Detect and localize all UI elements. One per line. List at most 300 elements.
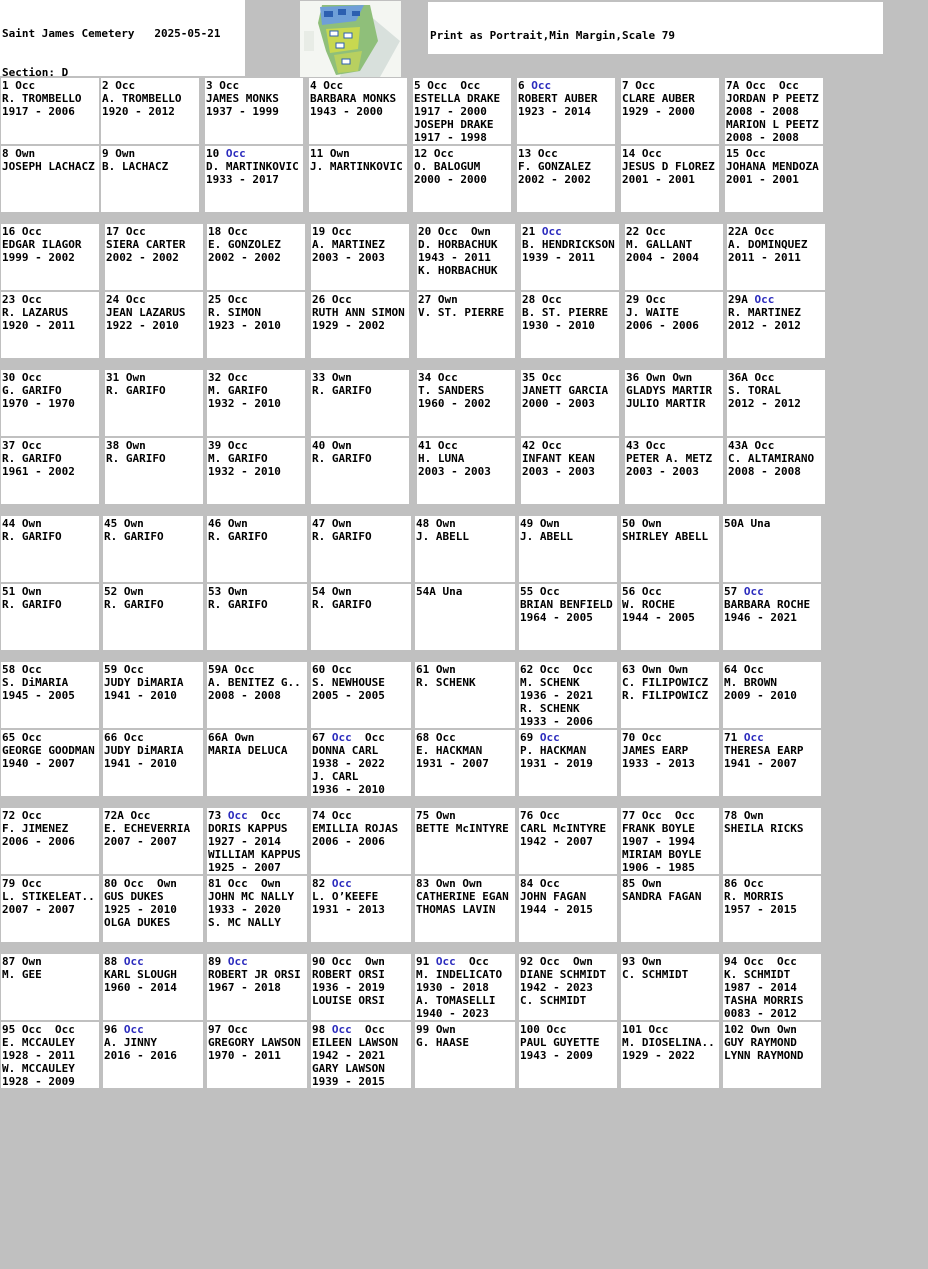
- plot-header: [414, 79, 510, 92]
- plot-status-text: 63 Own Own: [622, 663, 689, 676]
- plot-dates: 1933 - 2006: [520, 715, 593, 728]
- plot-dates: 2016 - 2016: [104, 1049, 177, 1062]
- plot-header: [312, 517, 410, 530]
- plot-status-text: 9 Own: [102, 147, 136, 160]
- plot-status-text: 5 Occ Occ: [414, 79, 481, 92]
- plot-name: DIANE SCHMIDT: [520, 968, 607, 981]
- plot-status-text: 43 Occ: [626, 439, 666, 452]
- plot-name: THERESA EARP: [724, 744, 804, 757]
- plot-header: [208, 1023, 306, 1036]
- plot-status-text: 41 Occ: [418, 439, 458, 452]
- plot-name: EILEEN LAWSON: [312, 1036, 399, 1049]
- plot-header: [418, 293, 514, 306]
- plot-header: [724, 731, 820, 744]
- plot-cell-33: [311, 370, 409, 436]
- plot-header: [416, 877, 514, 890]
- plot-name: DONNA CARL: [312, 744, 379, 757]
- obituary-link[interactable]: Occ: [331, 1023, 352, 1036]
- plot-dates: 1943 - 2000: [310, 105, 383, 118]
- plot-status-text: 10: [206, 147, 226, 160]
- plot-cell-80: [103, 876, 203, 942]
- plot-cell-76: [519, 808, 617, 874]
- plot-name: E. MCCAULEY: [2, 1036, 75, 1049]
- plot-header: [312, 1023, 410, 1036]
- plot-cell-23: [1, 292, 99, 358]
- plot-status-text: 36 Own Own: [626, 371, 693, 384]
- plot-header: [724, 1023, 820, 1036]
- plot-dates: 2002 - 2002: [106, 251, 179, 264]
- plot-header: [622, 663, 718, 676]
- plot-header: [2, 955, 98, 968]
- plot-status-text: 61 Own: [416, 663, 456, 676]
- plot-name: R. GARIFO: [106, 384, 166, 397]
- obituary-link[interactable]: Occ: [225, 147, 246, 160]
- plot-cell-91: [415, 954, 515, 1020]
- plot-status-text: 88: [104, 955, 124, 968]
- plot-status-text: 90 Occ Own: [312, 955, 385, 968]
- plot-dates: 1941 - 2010: [104, 757, 177, 770]
- plot-name: GARY LAWSON: [312, 1062, 385, 1075]
- plot-header: [2, 439, 98, 452]
- plot-dates: 1967 - 2018: [208, 981, 281, 994]
- plot-status-text: 3 Occ: [206, 79, 240, 92]
- plot-dates: 1925 - 2010: [104, 903, 177, 916]
- plot-header: [520, 663, 616, 676]
- plot-header: [728, 293, 824, 306]
- plot-status-text: 56 Occ: [622, 585, 662, 598]
- plot-status-text: 87 Own: [2, 955, 42, 968]
- plot-name: R. GARIFO: [106, 452, 166, 465]
- plot-header: [728, 225, 824, 238]
- plot-cell-35: [521, 370, 619, 436]
- plot-status-text: 8 Own: [2, 147, 36, 160]
- plot-name: DORIS KAPPUS: [208, 822, 288, 835]
- plot-name: R. GARIFO: [312, 452, 372, 465]
- plot-name: S. TORAL: [728, 384, 781, 397]
- obituary-link[interactable]: Occ: [227, 809, 248, 822]
- plot-dates: 2012 - 2012: [728, 319, 801, 332]
- plot-cell-72a: [103, 808, 203, 874]
- plot-status-text: 24 Occ: [106, 293, 146, 306]
- plot-name: JAMES MONKS: [206, 92, 279, 105]
- plot-cell-37: [1, 438, 99, 504]
- plot-name: ROBERT AUBER: [518, 92, 598, 105]
- plot-header: [622, 1023, 718, 1036]
- plot-cell-99: [415, 1022, 515, 1088]
- plot-header: [2, 877, 98, 890]
- plot-status-text: 80 Occ Own: [104, 877, 177, 890]
- plot-name: TASHA MORRIS: [724, 994, 804, 1007]
- plot-name: THOMAS LAVIN: [416, 903, 496, 916]
- plot-header: [622, 517, 718, 530]
- plot-status-text: 62 Occ Occ: [520, 663, 593, 676]
- plot-name: BRIAN BENFIELD: [520, 598, 613, 611]
- plot-header: [622, 877, 718, 890]
- plot-header: [626, 439, 722, 452]
- plot-cell-17: [105, 224, 203, 290]
- plot-name: R. GARIFO: [312, 598, 372, 611]
- plot-status-text: 18 Occ: [208, 225, 248, 238]
- obituary-link[interactable]: Occ: [331, 877, 352, 890]
- plot-header: [104, 517, 202, 530]
- plot-cell-4: [309, 78, 407, 144]
- plot-cell-66a: [207, 730, 307, 796]
- plot-status-text: 6: [518, 79, 532, 92]
- plot-cell-53: [207, 584, 307, 650]
- plot-header: [622, 731, 718, 744]
- plot-name: R. SCHENK: [416, 676, 476, 689]
- plot-header: [208, 877, 306, 890]
- plot-cell-66: [103, 730, 203, 796]
- plot-cell-55: [519, 584, 617, 650]
- plot-dates: 2000 - 2000: [414, 173, 487, 186]
- plot-header: [416, 731, 514, 744]
- plot-status-text: 29A: [728, 293, 755, 306]
- plot-name: A. DOMINQUEZ: [728, 238, 808, 251]
- plot-cell-34: [417, 370, 515, 436]
- plot-header: [2, 1023, 98, 1036]
- plot-cell-77: [621, 808, 719, 874]
- plot-header: [724, 517, 820, 530]
- obituary-link[interactable]: Occ: [331, 731, 352, 744]
- plot-cell-8: [1, 146, 99, 212]
- plot-name: GREGORY LAWSON: [208, 1036, 301, 1049]
- plot-dates: 1936 - 2019: [312, 981, 385, 994]
- plot-cell-10: [205, 146, 303, 212]
- plot-header: [622, 809, 718, 822]
- plot-header: [104, 663, 202, 676]
- obituary-link[interactable]: Occ: [743, 585, 764, 598]
- plot-header: [520, 955, 616, 968]
- obituary-link[interactable]: Occ: [743, 731, 764, 744]
- plot-status-text: 11 Own: [310, 147, 350, 160]
- plot-dates: 2005 - 2005: [312, 689, 385, 702]
- plot-status-text: 72 Occ: [2, 809, 42, 822]
- plot-dates: 2002 - 2002: [518, 173, 591, 186]
- obituary-link[interactable]: Occ: [123, 1023, 144, 1036]
- plot-name: K. HORBACHUK: [418, 264, 498, 277]
- obituary-link[interactable]: Occ: [541, 225, 562, 238]
- plot-status-text: 98: [312, 1023, 332, 1036]
- plot-status-text: 44 Own: [2, 517, 42, 530]
- plot-status-text: 92 Occ Own: [520, 955, 593, 968]
- plot-status-text: 36A Occ: [728, 371, 775, 384]
- plot-header: [522, 225, 618, 238]
- plot-name: S. MC NALLY: [208, 916, 281, 929]
- plot-status-text: 86 Occ: [724, 877, 764, 890]
- plot-name: JAMES EARP: [622, 744, 689, 757]
- plot-cell-36a: [727, 370, 825, 436]
- plot-status-text: 99 Own: [416, 1023, 456, 1036]
- plot-name: G. GARIFO: [2, 384, 62, 397]
- plot-name: OLGA DUKES: [104, 916, 171, 929]
- plot-header: [522, 293, 618, 306]
- plot-name: RUTH ANN SIMON: [312, 306, 405, 319]
- plot-cell-14: [621, 146, 719, 212]
- plot-cell-50a: [723, 516, 821, 582]
- print-notes-panel: [428, 2, 883, 54]
- plot-status-text: 54 Own: [312, 585, 352, 598]
- plot-dates: 1943 - 2009: [520, 1049, 593, 1062]
- plot-cell-59: [103, 662, 203, 728]
- obituary-link[interactable]: Occ: [539, 731, 560, 744]
- plot-cell-32: [207, 370, 305, 436]
- plot-cell-63: [621, 662, 719, 728]
- plot-status-text: 65 Occ: [2, 731, 42, 744]
- plot-status-text: 85 Own: [622, 877, 662, 890]
- plot-name: GUY RAYMOND: [724, 1036, 797, 1049]
- plot-name: EMILLIA ROJAS: [312, 822, 399, 835]
- plot-status-text: 53 Own: [208, 585, 248, 598]
- plot-status-text: 82: [312, 877, 332, 890]
- plot-status-text: 7A Occ Occ: [726, 79, 799, 92]
- plot-status-text: 59A Occ: [208, 663, 255, 676]
- plot-name: K. SCHMIDT: [724, 968, 791, 981]
- plot-status-text: 47 Own: [312, 517, 352, 530]
- plot-cell-79: [1, 876, 99, 942]
- plot-cell-44: [1, 516, 99, 582]
- plot-header: [724, 955, 820, 968]
- plot-dates: 1930 - 2010: [522, 319, 595, 332]
- plot-status-text: 25 Occ: [208, 293, 248, 306]
- plot-header: [104, 585, 202, 598]
- plot-dates: 2006 - 2006: [626, 319, 699, 332]
- plot-cell-40: [311, 438, 409, 504]
- plot-status-text: 2 Occ: [102, 79, 136, 92]
- plot-dates: 1943 - 2011: [418, 251, 491, 264]
- plot-header: [104, 955, 202, 968]
- plot-name: E. HACKMAN: [416, 744, 483, 757]
- plot-dates: 1917 - 1998: [414, 131, 487, 144]
- plot-status-text: 4 Occ: [310, 79, 344, 92]
- plot-status-text: 83 Own Own: [416, 877, 483, 890]
- plot-header: [102, 79, 198, 92]
- plot-cell-65: [1, 730, 99, 796]
- plot-name: R. GARIFO: [312, 530, 372, 543]
- plot-status-text: 77 Occ Occ: [622, 809, 695, 822]
- plot-name: KARL SLOUGH: [104, 968, 177, 981]
- plot-name: J. WAITE: [626, 306, 679, 319]
- plot-name: A. JINNY: [104, 1036, 157, 1049]
- obituary-link[interactable]: Occ: [123, 955, 144, 968]
- plot-header: [626, 371, 722, 384]
- plot-name: B. LACHACZ: [102, 160, 169, 173]
- plot-status-text: 48 Own: [416, 517, 456, 530]
- plot-cell-7: [621, 78, 719, 144]
- plot-dates: 2008 - 2008: [208, 689, 281, 702]
- plot-name: V. ST. PIERRE: [418, 306, 505, 319]
- plot-dates: 2007 - 2007: [104, 835, 177, 848]
- plot-header: [520, 1023, 616, 1036]
- plot-dates: 1940 - 2023: [416, 1007, 489, 1020]
- plot-cell-75: [415, 808, 515, 874]
- plot-cell-30: [1, 370, 99, 436]
- plot-header: [726, 147, 822, 160]
- plot-status-text: 60 Occ: [312, 663, 352, 676]
- plot-dates: 1939 - 2015: [312, 1075, 385, 1088]
- plot-dates: 2008 - 2008: [726, 105, 799, 118]
- plot-cell-96: [103, 1022, 203, 1088]
- plot-cell-26: [311, 292, 409, 358]
- plot-dates: 1933 - 2013: [622, 757, 695, 770]
- obituary-link[interactable]: Occ: [754, 293, 775, 306]
- plot-status-text: 26 Occ: [312, 293, 352, 306]
- plot-cell-43: [625, 438, 723, 504]
- plot-status-text: 57: [724, 585, 744, 598]
- plot-name: WILLIAM KAPPUS: [208, 848, 301, 861]
- plot-status-text: 49 Own: [520, 517, 560, 530]
- plot-status-text: 32 Occ: [208, 371, 248, 384]
- plot-header: [106, 371, 202, 384]
- plot-cell-86: [723, 876, 821, 942]
- plot-cell-6: [517, 78, 615, 144]
- plot-header: [622, 585, 718, 598]
- plot-name: CLARE AUBER: [622, 92, 695, 105]
- plot-header: [622, 147, 718, 160]
- plot-cell-21: [521, 224, 619, 290]
- plot-header: [208, 225, 304, 238]
- plot-dates: 2006 - 2006: [312, 835, 385, 848]
- plot-name: R. GARIFO: [2, 598, 62, 611]
- plot-header: [208, 371, 304, 384]
- plot-cell-39: [207, 438, 305, 504]
- plot-header: [728, 439, 824, 452]
- plot-dates: 1942 - 2023: [520, 981, 593, 994]
- plot-dates: 1931 - 2019: [520, 757, 593, 770]
- plot-name: M. SCHENK: [520, 676, 580, 689]
- plot-cell-64: [723, 662, 821, 728]
- plot-header: [2, 809, 98, 822]
- plot-name: SIERA CARTER: [106, 238, 186, 251]
- plot-status-text: 73: [208, 809, 228, 822]
- plot-dates: 1999 - 2002: [2, 251, 75, 264]
- plot-header: [310, 147, 406, 160]
- plot-status-text: 33 Own: [312, 371, 352, 384]
- plot-dates: 2012 - 2012: [728, 397, 801, 410]
- plot-status-text: 59 Occ: [104, 663, 144, 676]
- plot-name: D. MARTINKOVIC: [206, 160, 299, 173]
- plot-name: C. ALTAMIRANO: [728, 452, 815, 465]
- plot-dates: 1961 - 2002: [2, 465, 75, 478]
- plot-cell-61: [415, 662, 515, 728]
- plot-header: [522, 439, 618, 452]
- plot-status-text: Occ: [247, 809, 281, 822]
- plot-dates: 2008 - 2008: [728, 465, 801, 478]
- plot-dates: 1933 - 2020: [208, 903, 281, 916]
- plot-cell-54: [311, 584, 411, 650]
- plot-dates: 1925 - 2007: [208, 861, 281, 874]
- plot-cell-19: [311, 224, 409, 290]
- section-map-thumbnail[interactable]: [300, 1, 401, 77]
- plot-name: JULIO MARTIR: [626, 397, 706, 410]
- plot-status-text: 52 Own: [104, 585, 144, 598]
- plot-name: D. HORBACHUK: [418, 238, 498, 251]
- plot-cell-12: [413, 146, 511, 212]
- plot-header: [102, 147, 198, 160]
- plot-dates: 1957 - 2015: [724, 903, 797, 916]
- plot-name: H. LUNA: [418, 452, 465, 465]
- plot-dates: 1907 - 1994: [622, 835, 695, 848]
- plot-dates: 2006 - 2006: [2, 835, 75, 848]
- plot-dates: 2011 - 2011: [728, 251, 801, 264]
- plot-header: [312, 663, 410, 676]
- plot-header: [416, 585, 514, 598]
- plot-cell-69: [519, 730, 617, 796]
- plot-cell-9: [101, 146, 199, 212]
- plot-dates: 1964 - 2005: [520, 611, 593, 624]
- plot-header: [622, 955, 718, 968]
- plot-status-text: 31 Own: [106, 371, 146, 384]
- plot-status-text: 12 Occ: [414, 147, 454, 160]
- plot-name: W. ROCHE: [622, 598, 675, 611]
- plot-cell-3: [205, 78, 303, 144]
- plot-cell-42: [521, 438, 619, 504]
- plot-name: JOSEPH LACHACZ: [2, 160, 95, 173]
- plot-status-text: 29 Occ: [626, 293, 666, 306]
- plot-name: BARBARA ROCHE: [724, 598, 811, 611]
- plot-cell-15: [725, 146, 823, 212]
- plot-header: [206, 79, 302, 92]
- plot-header: [728, 371, 824, 384]
- plot-name: EDGAR ILAGOR: [2, 238, 82, 251]
- plot-status-text: 40 Own: [312, 439, 352, 452]
- plot-name: JOSEPH DRAKE: [414, 118, 494, 131]
- plot-name: A. MARTINEZ: [312, 238, 385, 251]
- plot-name: SANDRA FAGAN: [622, 890, 702, 903]
- plot-status-text: 39 Occ: [208, 439, 248, 452]
- plot-header: [106, 439, 202, 452]
- plot-name: JUDY DiMARIA: [104, 676, 184, 689]
- plot-cell-90: [311, 954, 411, 1020]
- plot-dates: 1931 - 2013: [312, 903, 385, 916]
- plot-name: M. INDELICATO: [416, 968, 503, 981]
- plot-name: F. JIMENEZ: [2, 822, 69, 835]
- plot-dates: 2003 - 2003: [522, 465, 595, 478]
- plot-name: R. GARIFO: [104, 598, 164, 611]
- plot-status-text: 71: [724, 731, 744, 744]
- plot-dates: 1930 - 2018: [416, 981, 489, 994]
- plot-name: J. ABELL: [416, 530, 469, 543]
- plot-header: [520, 809, 616, 822]
- plot-cell-93: [621, 954, 719, 1020]
- plot-cell-78: [723, 808, 821, 874]
- plot-dates: 1938 - 2022: [312, 757, 385, 770]
- obituary-link[interactable]: Occ: [435, 955, 456, 968]
- obituary-link[interactable]: Occ: [531, 79, 552, 92]
- plot-header: [518, 147, 614, 160]
- plot-dates: 2003 - 2003: [312, 251, 385, 264]
- plot-status-text: 23 Occ: [2, 293, 42, 306]
- plot-header: [312, 877, 410, 890]
- plot-status-text: 75 Own: [416, 809, 456, 822]
- plot-cell-28: [521, 292, 619, 358]
- obituary-link[interactable]: Occ: [227, 955, 248, 968]
- plot-dates: 2003 - 2003: [418, 465, 491, 478]
- plot-cell-73: [207, 808, 307, 874]
- plot-dates: 2008 - 2008: [726, 131, 799, 144]
- plot-cell-38: [105, 438, 203, 504]
- plot-name: JOHN MC NALLY: [208, 890, 295, 903]
- plot-status-text: 28 Occ: [522, 293, 562, 306]
- plot-dates: 1941 - 2007: [724, 757, 797, 770]
- plot-name: M. GARIFO: [208, 452, 268, 465]
- plot-header: [312, 371, 408, 384]
- plot-name: B. HENDRICKSON: [522, 238, 615, 251]
- plot-header: [2, 293, 98, 306]
- plot-header: [312, 731, 410, 744]
- plot-cell-94: [723, 954, 821, 1020]
- plot-cell-22a: [727, 224, 825, 290]
